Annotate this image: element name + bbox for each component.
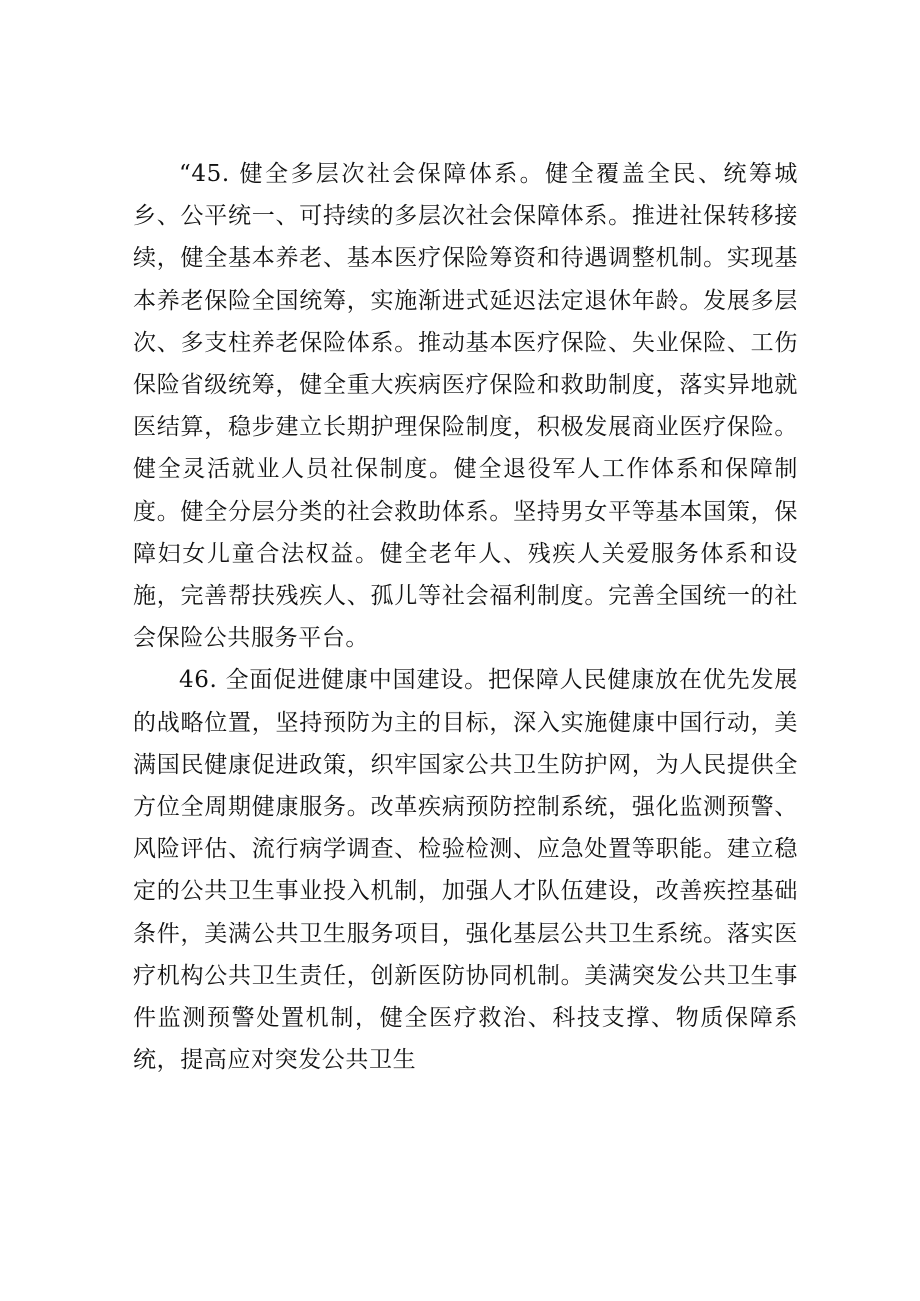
document-body <box>133 153 798 1081</box>
paragraph-45-social-security: “45. 健全多层次社会保障体系。健全覆盖全民、统筹城乡、公平统一、可持续的多层次社会保障体系。推进社保转移接续，健全基本养老、基本医疗保险筹资和待遇调整机制。实现基本养老保险全国统筹，实施渐进式延迟法定退休年龄。发展多层次、多支柱养老保险体系。推动基本医疗保险、失业保险、工伤保险省级统筹，健全重大疾病医疗保险和救助制度，落实异地就医结算，稳步建立长期护理保险制度，积极发展商业医疗保险。健全灵活就业人员社保制度。健全退役军人工作体系和保障制度。健全分层分类的社会救助体系。坚持男女平等基本国策，保障妇女儿童合法权益。健全老年人、残疾人关爱服务体系和设施，完善帮扶残疾人、孤儿等社会福利制度。完善全国统一的社会保险公共服务平台。 <box>133 161 798 652</box>
paragraph-46-healthy-china: 46. 全面促进健康中国建设。把保障人民健康放在优先发展的战略位置，坚持预防为主的目标，深入实施健康中国行动，美满国民健康促进政策，织牢国家公共卫生防护网，为人民提供全方位全周期健康服务。改革疾病预防控制系统，强化监测预警、风险评估、流行病学调查、检验检测、应急处置等职能。建立稳定的公共卫生事业投入机制，加强人才队伍建设，改善疾控基础条件，美满公共卫生服务项目，强化基层公共卫生系统。落实医疗机构公共卫生责任，创新医防协同机制。美满突发公共卫生事件监测预警处置机制，健全医疗救治、科技支撑、物质保障系统，提高应对突发公共卫生 <box>133 667 798 1074</box>
